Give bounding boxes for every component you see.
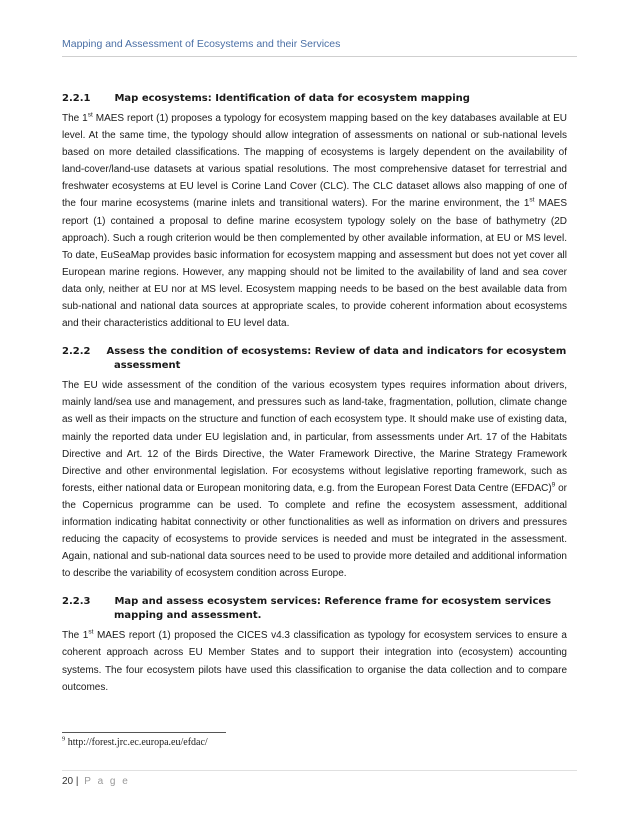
section-number: 2.2.1	[62, 93, 91, 104]
running-header-title: Mapping and Assessment of Ecosystems and their Services	[62, 38, 341, 50]
section-number: 2.2.3	[62, 596, 91, 608]
page-number: 20	[62, 776, 74, 787]
section-heading-2-2-2	[62, 346, 567, 371]
section-title-continued: mapping and assessment.	[114, 610, 262, 622]
section-title: Map ecosystems: Identification of data for ecosystem mapping	[114, 93, 470, 104]
section-title-continued: assessment	[114, 360, 181, 372]
section-heading-2-2-3	[62, 596, 567, 621]
section-paragraph: The 1st MAES report (1) proposed the CICES v4.3 classification as typology for ecosystem services to ensure a coherent approach across EU Member States and to support their integration into (ecosystem) accounting systems. The four ecosystem pilots have used this classification to organise the data collection and to compare outcomes.	[62, 629, 567, 693]
footer-divider	[62, 770, 577, 771]
section-title: Assess the condition of ecosystems: Review of data and indicators for ecosystem	[106, 346, 567, 358]
section-paragraph: The EU wide assessment of the condition of the various ecosystem types requires information about drivers, mainly land/sea use and management, and pressures such as land-take, fragmentation, pollution, climate change as well as their impacts on the structure and function of each ecosystem type. It should make use of existing data, mainly the reported data under EU legislation and, in particular, from assessments under Art. 17 of the Habitats Directive and Art. 12 of the Birds Directive, the Water Framework Directive, the Marine Strategy Framework Directive and other environmental legislation. For ecosystems without legislative reporting framework, such as forests, either national data or European monitoring data, e.g. from the European Forest Data Centre (EFDAC)$^9$ or the Copernicus programme can be used. To complete and refine the ecosystem assessment, additional information indicating habitat connectivity or other functionalities as well as information on drivers and pressures reducing the capacity of ecosystems to provide services is needed and must be integrated in the assessment. Again, national and sub-national data sources need to be used to provide more detailed and additional information to describe the variability of ecosystem condition across Europe.	[62, 380, 568, 580]
section-heading-2-2-1	[62, 93, 567, 104]
header-divider	[62, 56, 577, 57]
section-paragraph: The 1st MAES report (1) proposes a typology for ecosystem mapping based on the key databases available at EU level. At the same time, the typology should allow integration of assessments on national or sub-national levels based on more detailed classifications. The mapping of ecosystems is largely dependent on the availability of land-cover/land-use datasets at various spatial resolutions. The most comprehensive dataset for terrestrial and freshwater ecosystems at EU level is Corine Land Cover (CLC). The CLC dataset allows also mapping of one of the four marine ecosystems (marine inlets and transitional waters). For the marine environment, the 1st MAES report (1) contained a proposal to define marine ecosystem typology solely on the base of bathymetry (2D approach). Such a rough criterion would be then complemented by other available information, at EU or MS level. To date, EuSeaMap provides basic information for ecosystem mapping and assessment but does not yet cover all European marine regions. However, any mapping should not be limited to the availability of land and sea cover data only, neither at EU nor at MS level. Ecosystem mapping needs to be based on the best available data from sub-national and national data sources at appropriate scales, to provide coherent information about ecosystems and their characteristics additional to EU level data.	[62, 111, 567, 330]
section-number: 2.2.2	[62, 346, 91, 358]
footnote-marker: 9	[62, 735, 66, 743]
page-separator: |	[75, 776, 79, 787]
page-label: P a g e	[84, 776, 130, 787]
footnote-divider	[62, 732, 226, 733]
footnote-link[interactable]: http://forest.jrc.ec.europa.eu/efdac/	[65, 737, 208, 748]
section-title: Map and assess ecosystem services: Reference frame for ecosystem services	[114, 596, 552, 608]
footnote	[62, 737, 208, 748]
page-footer	[62, 776, 130, 787]
page-content	[62, 93, 567, 696]
